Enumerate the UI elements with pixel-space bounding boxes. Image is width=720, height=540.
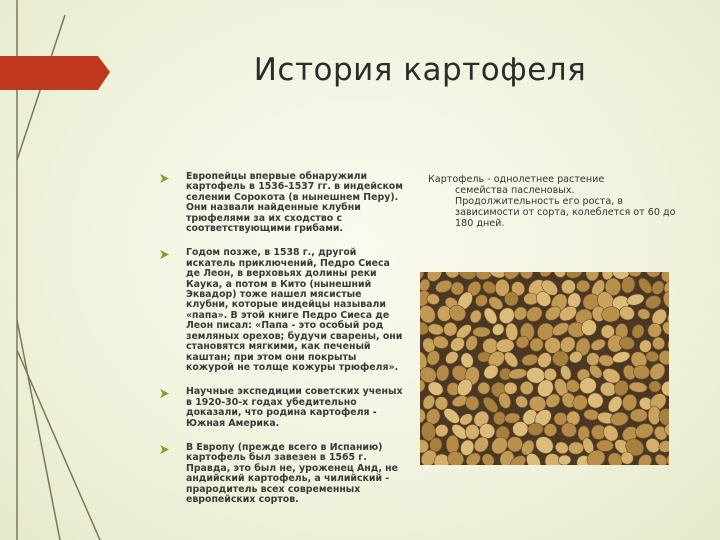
- bullet-item: [158, 172, 403, 234]
- potato: [434, 278, 454, 295]
- potato: [630, 409, 648, 423]
- potato: [636, 276, 654, 296]
- potato: [589, 337, 607, 353]
- potato: [477, 382, 490, 395]
- potato: [551, 272, 568, 279]
- potato: [558, 455, 571, 465]
- potato: [605, 394, 624, 415]
- potato: [568, 442, 583, 454]
- bullet-item: [158, 387, 403, 429]
- potato: [658, 439, 669, 453]
- potato: [513, 393, 530, 410]
- potato: [473, 327, 491, 337]
- potato: [480, 451, 497, 465]
- bullet-item: [158, 248, 403, 373]
- potato: [537, 272, 555, 279]
- description-continuation: семейства пасленовых. Продолжительность его роста, в зависимости от сорта, колеблется от 60 до 180 дней.: [455, 185, 676, 229]
- bullet-arrow-icon: [160, 250, 169, 259]
- description-text: [428, 174, 678, 229]
- potato: [596, 440, 613, 452]
- potato: [456, 272, 479, 282]
- potato: [433, 422, 450, 439]
- potato: [465, 424, 479, 439]
- potato: [598, 354, 615, 368]
- potato: [524, 304, 545, 325]
- potato: [518, 272, 534, 280]
- decorative-lines: [0, 0, 120, 540]
- bullet-arrow-icon: [160, 174, 169, 183]
- bullet-arrow-icon: [160, 445, 169, 454]
- bullet-text: Научные экспедиции советских ученых в 1920-30-х годах убедительно доказали, что родина картофеля - Южная Америка.: [186, 386, 403, 429]
- potato: [492, 411, 506, 426]
- bullet-list: [158, 172, 403, 519]
- bullet-text: В Европу (прежде всего в Испанию) картофель был завезен в 1565 г. Правда, это был не, уроженец Анд, не андийский картофель, а чилийский - прародитель всех современных европейских сортов.: [186, 441, 399, 505]
- bullet-item: [158, 443, 403, 505]
- potato: [505, 322, 519, 341]
- slide-title: История картофеля: [253, 52, 587, 88]
- potato: [648, 380, 661, 393]
- potato: [629, 381, 648, 393]
- bullet-arrow-icon: [160, 389, 169, 398]
- potato: [583, 408, 600, 421]
- potato: [553, 440, 570, 456]
- bullet-text: Годом позже, в 1538 г., другой искатель приключений, Педро Сиеса де Леон, в верховьях долины реки Каука, а потом в Кито (нынешний Эквадор) тоже нашел мясистые клубни, которые индейцы называли «папа». В этой книге Педро Сиеса де Леон писал: «Папа - это особый род земляных орехов; будучи сварены, они становятся мягкими, как печеный каштан; при этом они покрыты кожурой не толще кожуры трюфеля».: [186, 247, 403, 373]
- description-first-line: Картофель - однолетнее растение: [428, 174, 605, 185]
- potato: [630, 323, 646, 340]
- potatoes-image: [420, 272, 669, 465]
- potato: [504, 382, 517, 394]
- potato: [643, 272, 663, 280]
- potato: [636, 307, 651, 320]
- potato: [661, 290, 669, 310]
- potato: [451, 282, 464, 295]
- potato: [468, 308, 483, 324]
- red-banner-shape: [0, 56, 110, 90]
- potato: [427, 323, 444, 337]
- potato: [421, 393, 437, 411]
- potato: [586, 272, 599, 281]
- bullet-text: Европейцы впервые обнаружили картофель в 1536-1537 гг. в индейском селении Сорокота (в нынешнем Перу). Они назвали найденные клубни трюфелями за их сходство с соответствующими грибами.: [186, 171, 403, 235]
- potato: [443, 349, 461, 366]
- potato: [508, 367, 528, 380]
- potato: [651, 336, 666, 351]
- potatoes-photo: [420, 272, 669, 465]
- potato: [643, 293, 662, 311]
- potato: [446, 435, 459, 454]
- potato: [628, 272, 641, 277]
- potato: [576, 280, 590, 292]
- potato: [521, 353, 539, 367]
- potato: [609, 411, 629, 427]
- potato: [435, 364, 450, 382]
- potato: [565, 272, 584, 280]
- potato: [586, 353, 599, 366]
